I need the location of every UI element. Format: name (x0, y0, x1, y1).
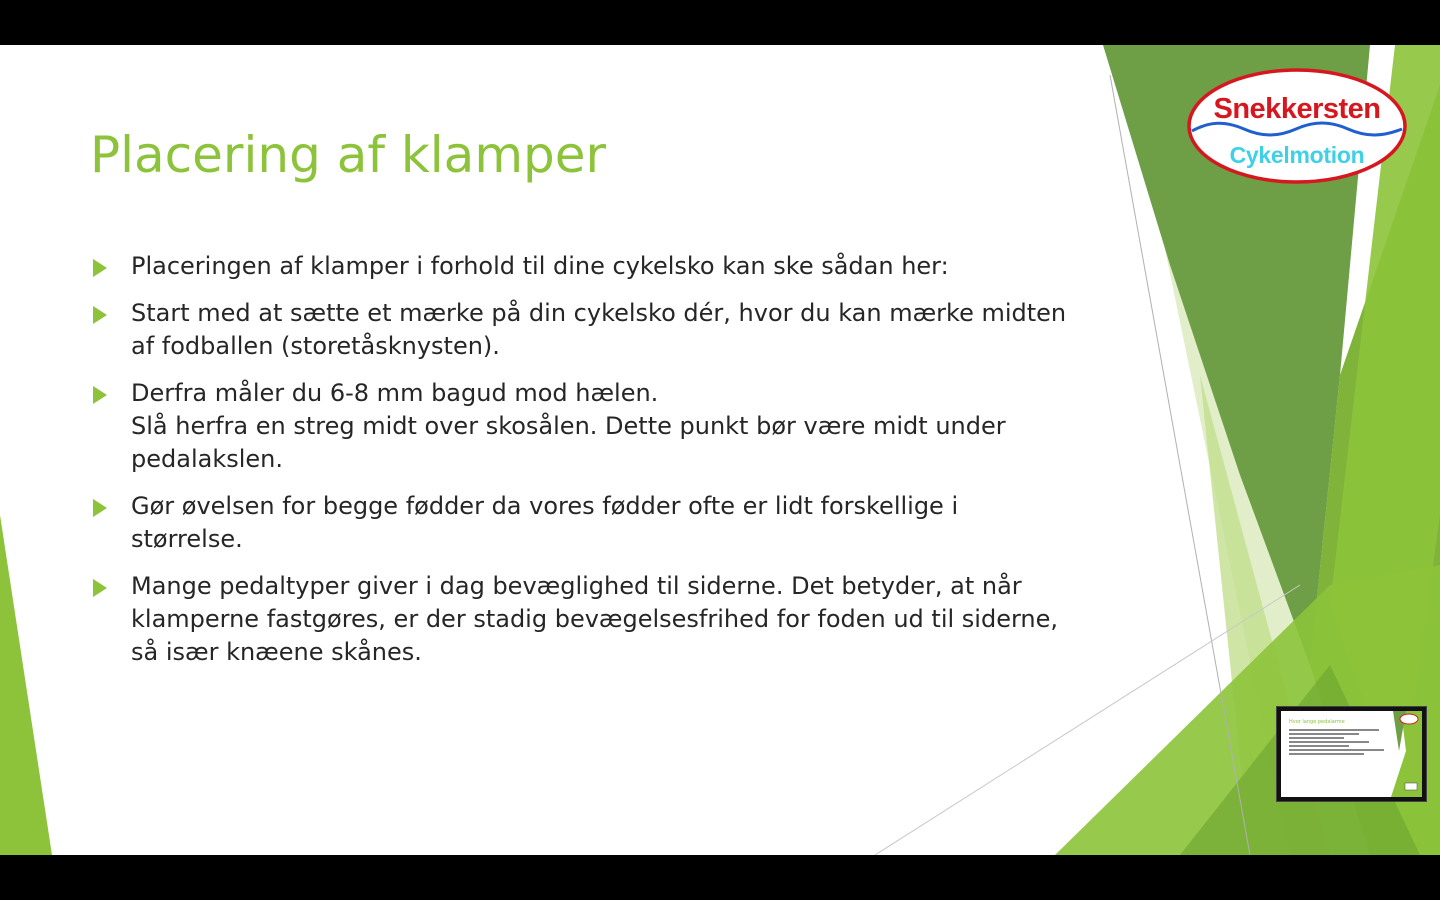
bullet-item (90, 297, 1080, 363)
logo-text-snekkersten: Snekkersten (1213, 93, 1381, 125)
bullet-text-line: Mange pedaltyper giver i dag bevæglighed til siderne. Det betyder, at når (131, 572, 1022, 600)
bullet-text-line: så især knæene skånes. (131, 638, 422, 666)
slide[interactable] (0, 45, 1440, 855)
logo-text-cykelmotion: Cykelmotion (1229, 142, 1365, 168)
bullet-text-line: Placeringen af klamper i forhold til dine cykelsko kan ske sådan her: (131, 252, 949, 280)
snekkersten-logo (1186, 67, 1408, 185)
thumbnail-title: Hvor lange pedalarme (1289, 719, 1345, 725)
bullet-text-line: Start med at sætte et mærke på din cykelsko dér, hvor du kan mærke midten (131, 299, 1067, 327)
bullet-arrow-icon (93, 306, 107, 324)
bullet-arrow-icon (93, 499, 107, 517)
left-green-facet (0, 515, 52, 855)
bullet-item (90, 377, 1080, 476)
slide-title: Placering af klamper (90, 126, 607, 184)
bullet-arrow-icon (93, 259, 107, 277)
thumbnail-slide (1281, 711, 1422, 797)
bullet-text-line: Derfra måler du 6-8 mm bagud mod hælen. (131, 379, 659, 407)
next-slide-thumbnail[interactable] (1276, 706, 1427, 802)
bullet-text-line: Slå herfra en streg midt over skosålen. Dette punkt bør være midt under (131, 412, 1006, 440)
bullet-text-line: klamperne fastgøres, er der stadig bevægelsesfrihed for foden ud til siderne, (131, 605, 1059, 633)
bullet-arrow-icon (93, 386, 107, 404)
bullet-text-line: størrelse. (131, 525, 243, 553)
bullet-item (90, 570, 1080, 669)
thumbnail-decoration (1281, 711, 1422, 797)
bullet-item (90, 490, 1080, 556)
bullet-list (90, 250, 1080, 683)
bullet-text-line: Gør øvelsen for begge fødder da vores fødder ofte er lidt forskellige i (131, 492, 959, 520)
bullet-item (90, 250, 1080, 283)
bullet-text-line: af fodballen (storetåsknysten). (131, 332, 500, 360)
bullet-text-line: pedalakslen. (131, 445, 283, 473)
bullet-arrow-icon (93, 579, 107, 597)
